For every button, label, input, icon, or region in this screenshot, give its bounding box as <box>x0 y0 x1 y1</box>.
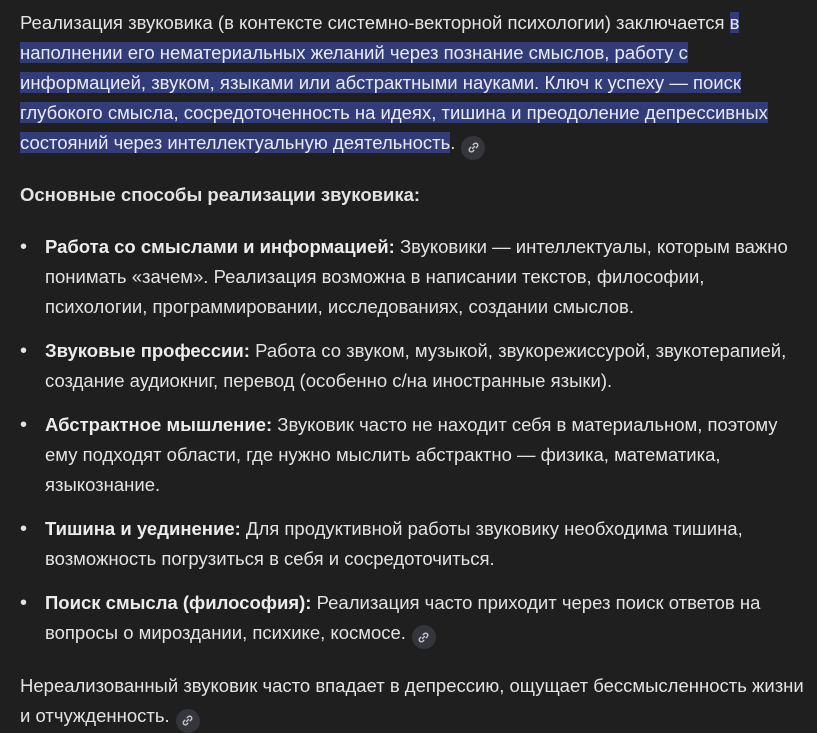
list-item-text: Реализация часто приходит через поиск ответов на вопросы о мироздании, психике, космосе. <box>45 591 761 643</box>
conclusion-paragraph <box>20 671 810 733</box>
answer-content <box>20 8 810 733</box>
intro-paragraph <box>20 8 810 160</box>
intro-plain-text: Реализация звуковика (в контексте системно-векторной психологии) заключается <box>20 12 730 33</box>
list-item-text: Звуковик часто не находит себя в материальном, поэтому ему подходят области, где нужно мыслить абстрактно — физика, математика, языкознание. <box>45 413 778 495</box>
list-item-title: Работа со смыслами и информацией: <box>45 235 395 257</box>
link-icon[interactable] <box>176 709 200 733</box>
list-item-title: Звуковые профессии: <box>45 339 250 361</box>
conclusion-text: Нереализованный звуковик часто впадает в депрессию, ощущает бессмысленность жизни и отчужденность. <box>20 675 804 726</box>
bullet: • <box>20 413 28 436</box>
bullet: • <box>20 591 28 614</box>
list-item <box>20 410 810 500</box>
list-item-text: Для продуктивной работы звуковику необходима тишина, возможность погрузиться в себя и сосредоточиться. <box>45 517 743 569</box>
bullet: • <box>20 517 28 540</box>
list-item-title: Тишина и уединение: <box>45 517 241 539</box>
list-item <box>20 336 810 396</box>
intro-tail-text: . <box>450 132 456 153</box>
bullet: • <box>20 339 28 362</box>
methods-list <box>20 232 810 650</box>
list-item <box>20 514 810 574</box>
list-item-title: Поиск смысла (философия): <box>45 591 312 613</box>
list-item-text: Звуковики — интеллектуалы, которым важно понимать «зачем». Реализация возможна в написании текстов, философии, психологии, программировании, исследованиях, создании смыслов. <box>45 235 788 317</box>
list-item <box>20 588 810 650</box>
list-item-title: Абстрактное мышление: <box>45 413 273 435</box>
section-heading: Основные способы реализации звуковика: <box>20 183 421 205</box>
link-icon[interactable] <box>461 136 485 160</box>
list-item-text: Работа со звуком, музыкой, звукорежиссурой, звукотерапией, создание аудиокниг, перевод (особенно с/на иностранные языки). <box>45 339 787 391</box>
list-item <box>20 232 810 322</box>
link-icon[interactable] <box>412 625 436 649</box>
intro-highlighted-text[interactable]: в наполнении его нематериальных желаний через познание смыслов, работу с информацией, звуком, языками или абстрактными науками. Ключ к успеху — поиск глубокого смысла, сосредоточенность на идеях, тишина и преодоление депрессивных состояний через интеллектуальную деятельность <box>20 12 768 153</box>
bullet: • <box>20 235 28 258</box>
